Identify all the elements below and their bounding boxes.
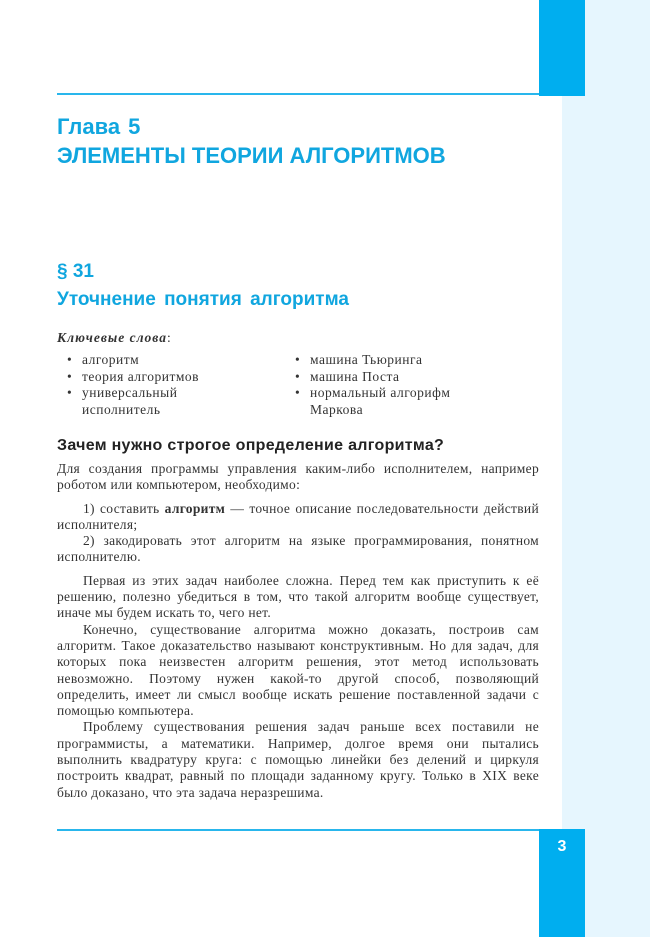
page-number: 3 [557,838,567,855]
section-heading [57,258,349,314]
keyword-item: • алгоритм [67,352,295,369]
keywords-right-list [295,352,490,418]
keyword-item: • универсальный исполнитель [67,385,202,418]
side-strip [562,95,650,830]
paragraph-2: Конечно, существование алгоритма можно доказать, построив сам алгоритм. Такое доказательство называют конструктивным. Но для задач, для которых пока неизвестен алгоритм решения, этот метод использовать невозможно. Поэтому нужен какой-то другой способ, позволяющий определить, имеет ли смысл вообще искать решение поставленной задачи с помощью компьютера. [57,621,539,719]
top-accent-bar [539,0,585,96]
paragraph-1: Первая из этих задач наиболее сложна. Перед тем как приступить к её решению, полезно убедиться в том, что такой алгоритм вообще существует, иначе мы будем искать то, чего нет. [57,572,539,621]
term-algorithm: алгоритм [164,500,226,516]
keywords-columns [57,352,537,418]
step-1: 1) составить алгоритм — точное описание последовательности действий исполнителя; [57,500,539,532]
body-text [57,461,539,801]
paragraph-3: Проблему существования решения задач раньше всех поставили не программисты, а математики. Например, долгое время они пытались выполнить квадратуру круга: с помощью линейки без делений и циркуля построить квадрат, равный по площади заданному кругу. Только в XIX веке было доказано, что эта задача неразрешима. [57,719,539,800]
intro-paragraph: Для создания программы управления каким-либо исполнителем, например роботом или компьютером, необходимо: [57,461,539,493]
keyword-item: • машина Поста [295,369,490,386]
keywords-block [57,330,537,418]
subsection-heading: Зачем нужно строгое определение алгоритма? [57,437,445,454]
top-rule [57,93,539,95]
bottom-rule [57,829,539,831]
step-2: 2) закодировать этот алгоритм на языке программирования, понятном исполнителю. [57,533,539,565]
chapter-heading [57,112,446,170]
chapter-word: Глава [57,114,121,139]
keyword-item: • машина Тьюринга [295,352,490,369]
keyword-item: • теория алгоритмов [67,369,295,386]
side-strip-top [585,0,650,95]
keywords-label: Ключевые слова: [57,330,172,345]
side-strip-bottom [585,830,650,937]
section-number: § 31 [57,261,94,282]
section-title: Уточнение понятия алгоритма [57,289,349,310]
chapter-label [57,112,446,141]
keywords-left-list [67,352,295,418]
chapter-title: ЭЛЕМЕНТЫ ТЕОРИИ АЛГОРИТМОВ [57,143,446,168]
keyword-item: • нормальный алгорифм Маркова [295,385,490,418]
chapter-number: 5 [128,114,141,139]
